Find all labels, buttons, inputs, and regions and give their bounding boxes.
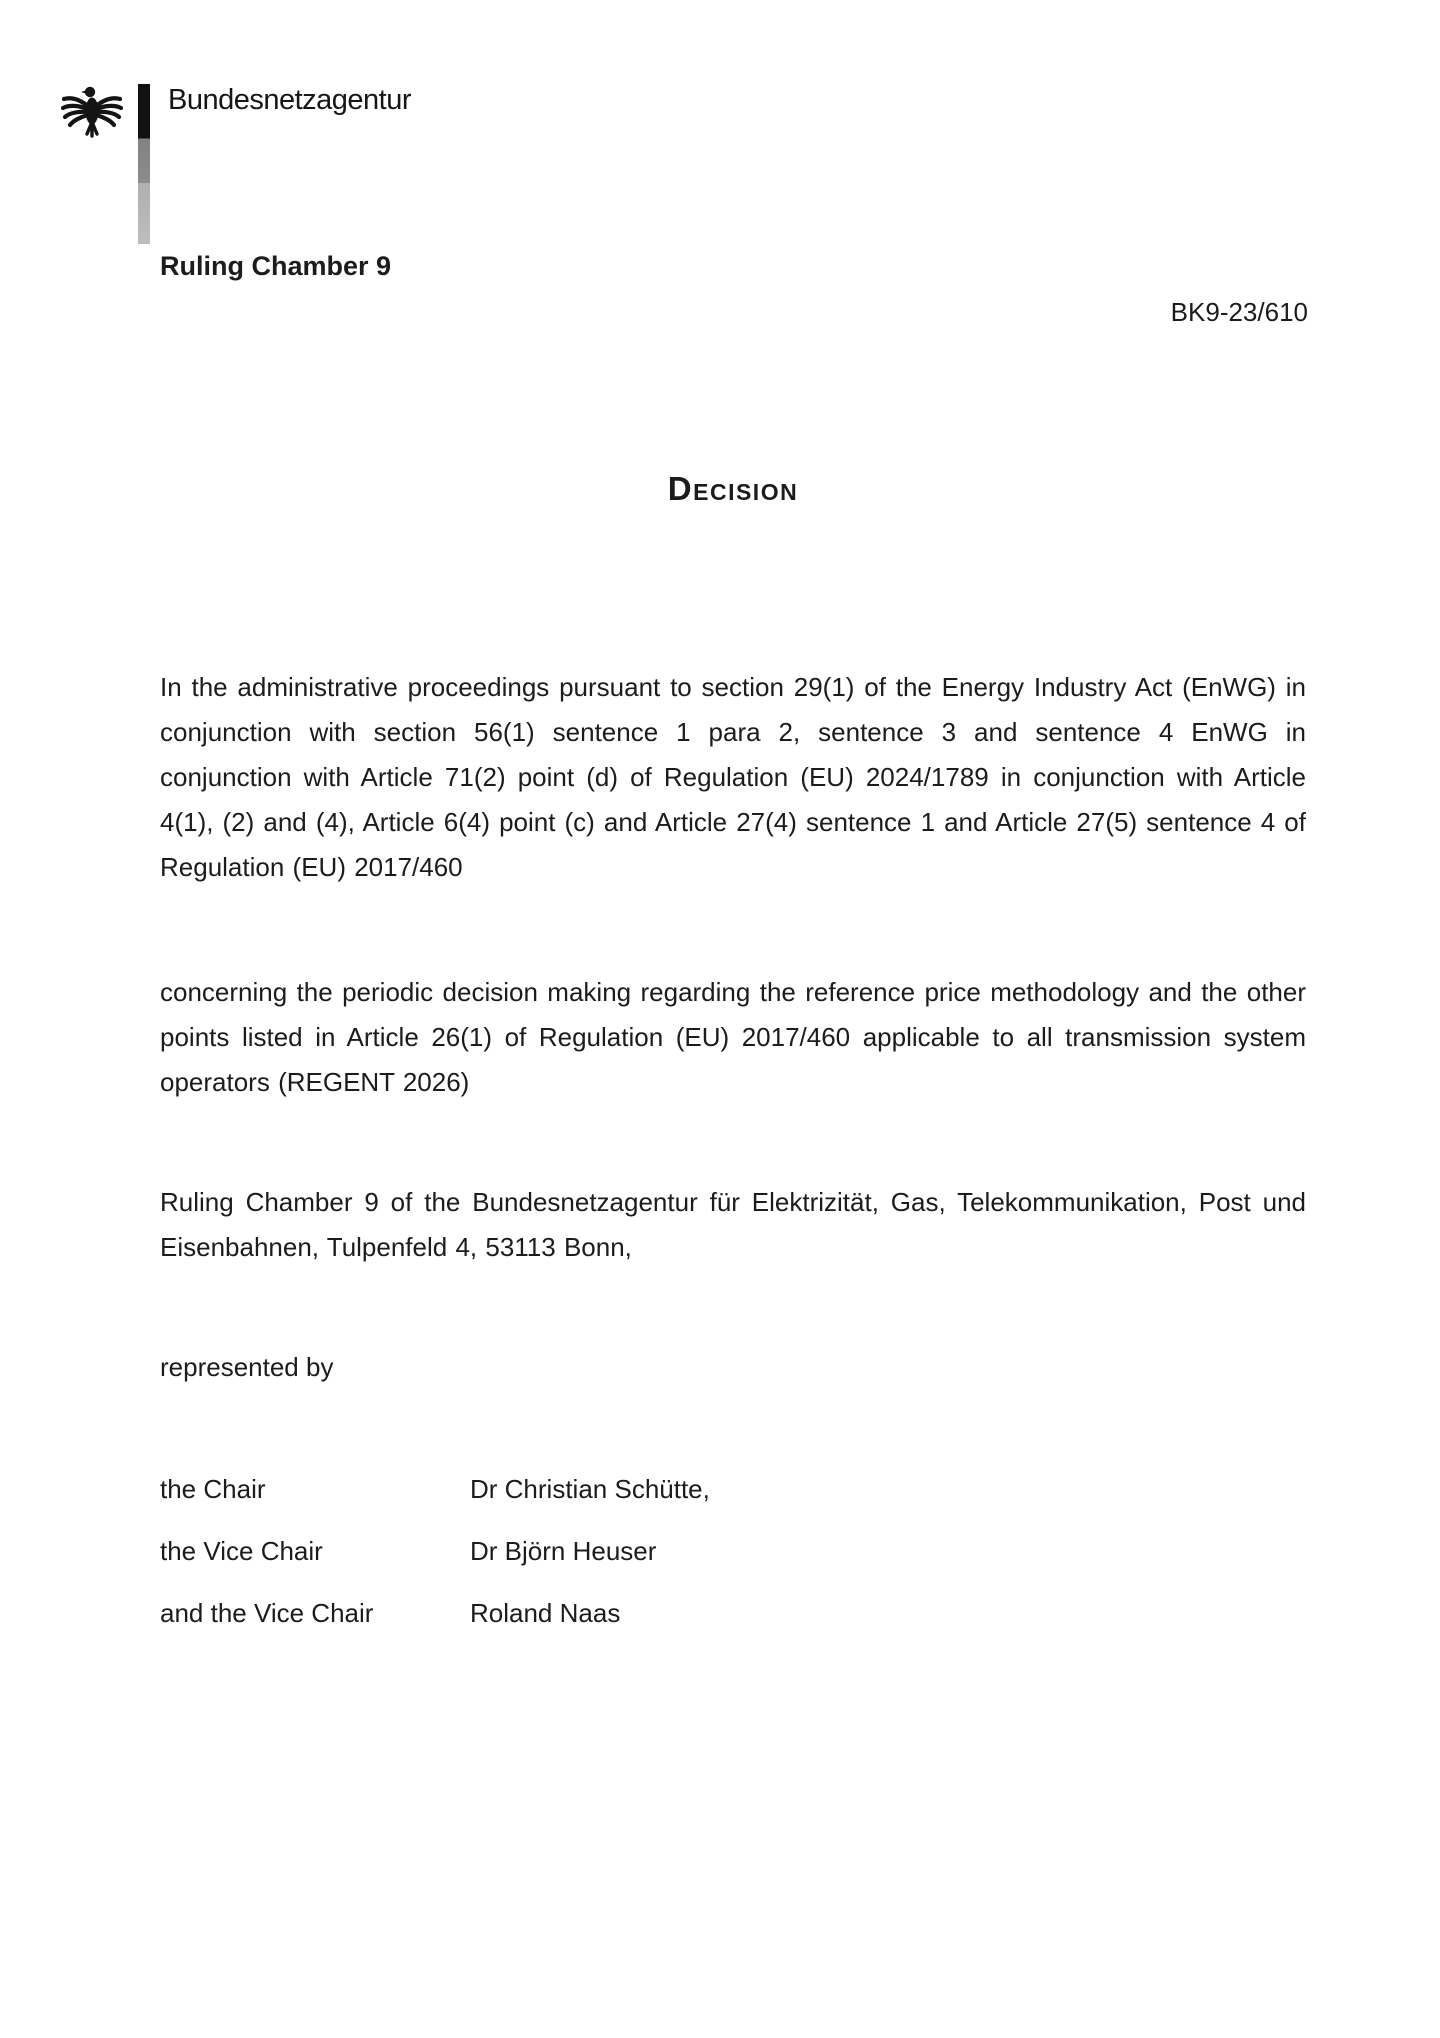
representative-role: and the Vice Chair	[160, 1598, 374, 1628]
paragraph-authority-address: Ruling Chamber 9 of the Bundesnetzagentur für Elektrizität, Gas, Telekommunikation, Post und Eisenbahnen, Tulpenfeld 4, 53113 Bonn,	[160, 1187, 1306, 1262]
representative-role: the Chair	[160, 1474, 266, 1504]
representative-role: the Vice Chair	[160, 1536, 323, 1566]
logo-gradient-bar	[138, 84, 150, 244]
paragraph-legal-basis: In the administrative proceedings pursuant to section 29(1) of the Energy Industry Act (EnWG) in conjunction with section 56(1) sentence 1 para 2, sentence 3 and sentence 4 EnWG in conjunction with Article 71(2) point (d) of Regulation (EU) 2024/1789 in conjunction with Article 4(1), (2) and (4), Article 6(4) point (c) and Article 27(4) sentence 1 and Article 27(5) sentence 4 of Regulation (EU) 2017/460	[160, 672, 1306, 882]
represented-by-label: represented by	[160, 1352, 334, 1382]
representative-row	[160, 1467, 1306, 1512]
representative-name: Dr Björn Heuser	[470, 1536, 657, 1566]
case-number: BK9-23/610	[1170, 297, 1308, 327]
representative-row	[160, 1591, 1306, 1636]
representative-name: Dr Christian Schütte,	[470, 1474, 710, 1504]
ruling-chamber-label: Ruling Chamber 9	[160, 251, 392, 281]
agency-name: Bundesnetzagentur	[168, 84, 412, 116]
paragraph-subject: concerning the periodic decision making regarding the reference price methodology and the other points listed in Article 26(1) of Regulation (EU) 2017/460 applicable to all transmission system operators (REGENT 2026)	[160, 977, 1306, 1097]
representatives-list	[160, 1467, 1306, 1653]
representative-row	[160, 1529, 1306, 1574]
representative-name: Roland Naas	[470, 1598, 621, 1628]
document-title: Decision	[667, 470, 799, 507]
federal-eagle-icon	[60, 80, 124, 140]
